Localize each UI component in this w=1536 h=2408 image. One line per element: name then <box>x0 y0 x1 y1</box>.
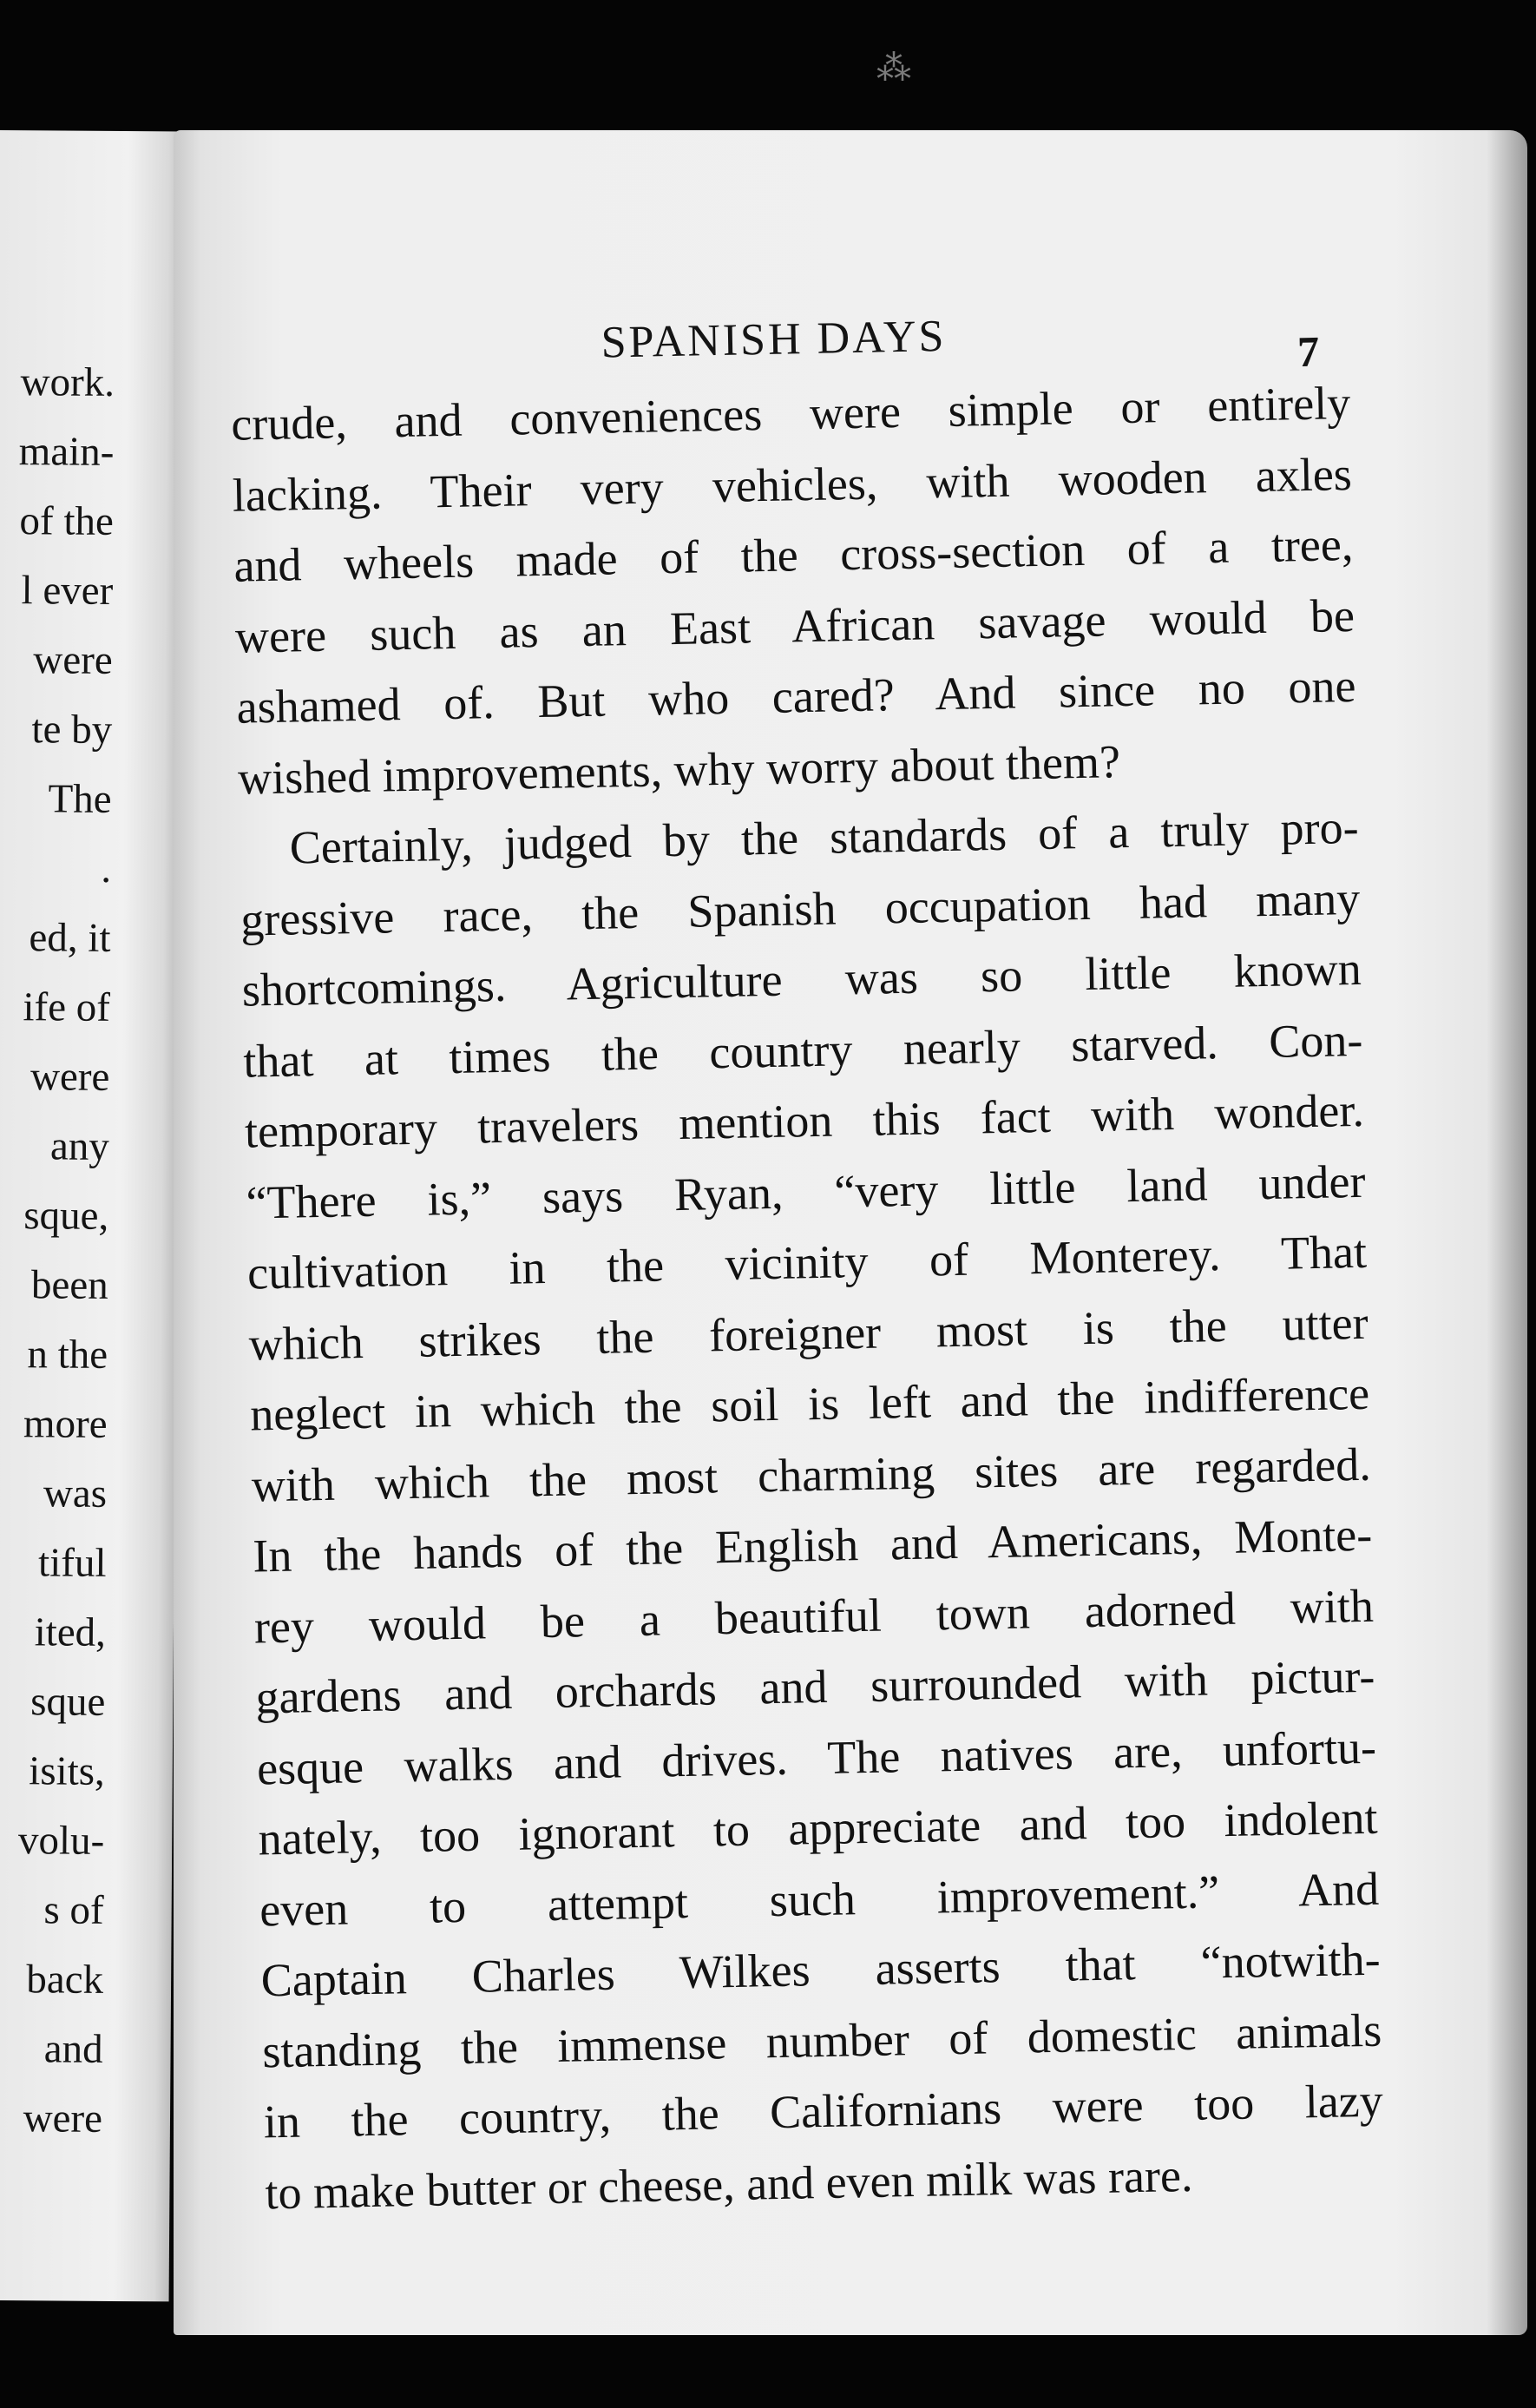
left-page-line: and <box>43 2026 103 2072</box>
left-page-line: isits, <box>29 1748 105 1794</box>
left-page-line: sque <box>30 1679 106 1725</box>
text-line: esque walks and drives. The natives are, unfortu- <box>256 1720 1377 1794</box>
text-line: shortcomings. Agriculture was so little known <box>241 942 1362 1016</box>
left-page-line: ited, <box>34 1609 107 1655</box>
text-line: gressive race, the Spanish occupation had many <box>240 872 1361 946</box>
left-page-line: back <box>26 1957 104 2003</box>
running-title: SPANISH DAYS <box>601 311 947 368</box>
text-line: in the country, the Californians were too lazy <box>263 2074 1384 2148</box>
right-book-page <box>174 130 1527 2335</box>
page-number: 7 <box>1296 326 1320 377</box>
text-line: which strikes the foreigner most is the utter <box>248 1296 1369 1371</box>
left-page-line: ife of <box>23 984 111 1030</box>
text-line: to make butter or cheese, and even milk was rare. <box>264 2148 1193 2219</box>
left-page-line: n the <box>27 1332 108 1378</box>
left-page-line: s of <box>43 1887 104 1933</box>
left-page-line: ed, it <box>29 915 111 961</box>
page-content <box>174 130 1527 2335</box>
text-line: In the hands of the English and Americans, Monte- <box>252 1508 1373 1582</box>
text-line: temporary travelers mention this fact with wonder. <box>244 1083 1365 1158</box>
text-line: rey would be a beautiful town adorned with <box>253 1579 1375 1654</box>
left-page-line: sque, <box>23 1193 109 1239</box>
left-page-text-fragments <box>7 347 115 2154</box>
left-page-line: was <box>43 1470 108 1517</box>
text-line: lacking. Their very vehicles, with wooden axles <box>232 447 1353 522</box>
left-page-line: any <box>49 1123 110 1169</box>
text-line: were such as an East African savage would be <box>234 589 1355 663</box>
text-line: gardens and orchards and surrounded with pictur- <box>254 1649 1375 1724</box>
left-page-line: tiful <box>37 1540 107 1586</box>
text-line: even to attempt such improvement.” And <box>259 1862 1380 1936</box>
text-line: cultivation in the vicinity of Monterey. That <box>246 1225 1368 1299</box>
text-line: wished improvements, why worry about them? <box>237 734 1121 805</box>
text-line: crude, and conveniences were simple or entirely <box>230 377 1351 451</box>
left-page-line: te by <box>31 707 113 753</box>
left-page-line: l ever <box>21 568 114 614</box>
left-page-line: main- <box>18 429 115 475</box>
text-line: that at times the country nearly starved. Con- <box>242 1013 1363 1088</box>
text-line: Certainly, judged by the standards of a truly pro- <box>289 800 1360 874</box>
left-page-line: more <box>23 1401 108 1447</box>
body-text <box>231 368 1385 2228</box>
left-page-line: were <box>23 2095 103 2142</box>
text-line: and wheels made of the cross-section of a tree, <box>233 517 1354 592</box>
paragraph-2 <box>239 793 1385 2228</box>
left-facing-page <box>0 130 184 2301</box>
left-page-line: work. <box>20 359 115 405</box>
left-page-line: The <box>48 776 112 822</box>
left-page-line: volu- <box>17 1818 105 1864</box>
left-page-line: were <box>30 1054 110 1100</box>
text-line: neglect in which the soil is left and the indifference <box>249 1366 1370 1441</box>
text-line: “There is,” says Ryan, “very little land under <box>246 1155 1366 1229</box>
paragraph-1 <box>231 368 1358 814</box>
scan-speck-glyph: ⁂ <box>876 49 911 88</box>
left-page-line: were <box>33 637 113 683</box>
text-line: with which the most charming sites are regarded. <box>251 1438 1372 1512</box>
left-page-line: been <box>30 1262 108 1308</box>
text-line: ashamed of. But who cared? And since no one <box>236 659 1356 734</box>
text-line: nately, too ignorant to appreciate and too indolent <box>258 1791 1379 1865</box>
text-line: standing the immense number of domestic animals <box>261 2003 1382 2077</box>
text-line: Captain Charles Wilkes asserts that “notwith- <box>260 1932 1382 2007</box>
left-page-line: . <box>101 845 112 891</box>
left-page-line: of the <box>19 498 115 544</box>
